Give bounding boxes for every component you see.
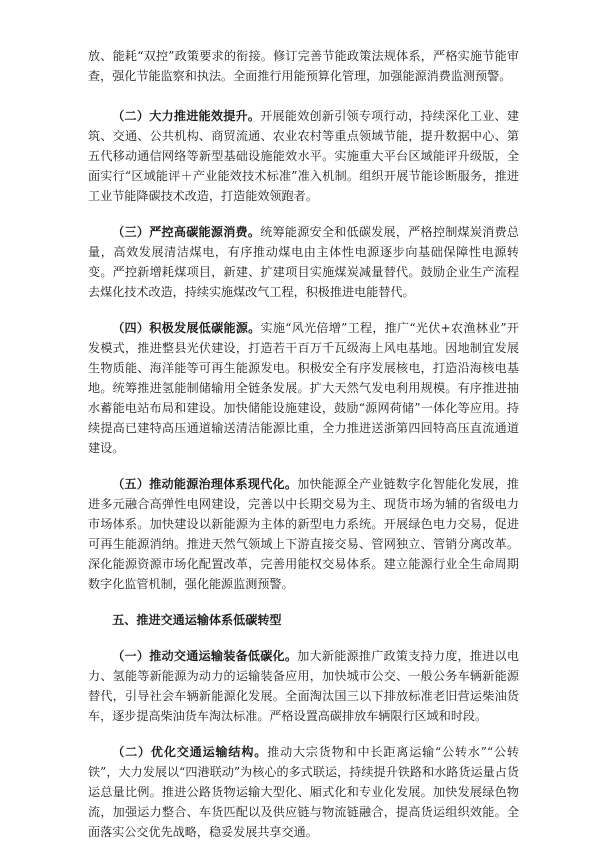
paragraph-text: 推动大宗货物和中长距离运输“公转水”“公转铁”，大力发展以“四港联动”为核心的多式联运，持续提升铁路和水路货运量占货运总量比例。推进公路货物运输大型化、厢式化和专业化发展。加快发展绿色物流，加强运力整合、车货匹配以及供应链与物流链融合，提高货运组织效能。全面落实公交优先战略，稳妥发展共享交通。 bbox=[88, 745, 519, 839]
paragraph-lead: （四）积极发展低碳能源。 bbox=[112, 321, 261, 335]
paragraph-text: 开展能效创新引领专项行动，持续深化工业、建筑、交通、公共机构、商贸流通、农业农村等重点领域节能，提升数据中心、第五代移动通信网络等新型基础设施能效水平。实施重大平台区域能评升级版，全面实行“区域能评＋产业能效技术标准”准入机制。组织开展节能诊断服务，推进工业节能降碳技术改造，打造能效领跑者。 bbox=[88, 109, 519, 203]
paragraph-continuation bbox=[88, 46, 519, 86]
paragraph-lead: （二）优化交通运输结构。 bbox=[112, 745, 268, 759]
paragraph-low-carbon-energy bbox=[88, 318, 519, 458]
paragraph-text: 实施“风光倍增”工程，推广“光伏+农渔林业”开发模式，推进整县光伏建设，打造若干百万千瓦级海上风电基地。因地制宜发展生物质能、海洋能等可再生能源发电。积极安全有序发展核电，打造沿海核电基地。统筹推进氢能制储输用全链条发展。扩大天然气发电利用规模。有序推进抽水蓄能电站布局和建设。加快储能设施建设，鼓励“源网荷储”一体化等应用。持续提高已建特高压通道输送清洁能源比重，全力推进送浙第四回特高压直流通道建设。 bbox=[88, 321, 519, 455]
paragraph-lead: （三）严控高碳能源消费。 bbox=[112, 225, 261, 239]
paragraph-text: 放、能耗“双控”政策要求的衔接。修订完善节能政策法规体系，严格实施节能审查，强化节能监察和执法。全面推行用能预算化管理，加强能源消费监测预警。 bbox=[88, 49, 519, 83]
paragraph-text: 加快能源全产业链数字化智能化发展，推进多元融合高弹性电网建设，完善以中长期交易为主、现货市场为辅的省级电力市场体系。加快建设以新能源为主体的新型电力系统。开展绿色电力交易，促进可再生能源消纳。推进天然气领域上下游直接交易、管网独立、管销分离改革。深化能源资源市场化配置改革，完善用能权交易体系。建立能源行业全生命周期数字化监管机制，强化能源监测预警。 bbox=[88, 477, 519, 591]
paragraph-high-carbon-control bbox=[88, 222, 519, 302]
paragraph-text: 加大新能源推广政策支持力度，推进以电力、氢能等新能源为动力的运输装备应用，加快城市公交、一般公务车辆新能源替代，引导社会车辆新能源化发展。全面淘汰国三以下排放标准老旧营运柴油货车，逐步提高柴油货车淘汰标准。严格设置高碳排放车辆限行区域和时段。 bbox=[88, 649, 519, 723]
paragraph-transport-structure bbox=[88, 742, 519, 842]
paragraph-energy-efficiency bbox=[88, 106, 519, 206]
paragraph-energy-governance bbox=[88, 474, 519, 594]
paragraph-text: 统筹能源安全和低碳发展，严格控制煤炭消费总量，高效发展清洁煤电，有序推动煤电由主体性电源逐步向基础保障性电源转变。严控新增耗煤项目，新建、扩建项目实施煤炭减量替代。鼓励企业生产流程去煤化技术改造，持续实施煤改气工程，积极推进电能替代。 bbox=[88, 225, 519, 299]
section-heading: 五、推进交通运输体系低碳转型 bbox=[112, 613, 282, 627]
paragraph-lead: （一）推动交通运输装备低碳化。 bbox=[112, 649, 298, 663]
paragraph-transport-equipment bbox=[88, 646, 519, 726]
paragraph-lead: （二）大力推进能效提升。 bbox=[112, 109, 261, 123]
paragraph-lead: （五）推动能源治理体系现代化。 bbox=[112, 477, 298, 491]
